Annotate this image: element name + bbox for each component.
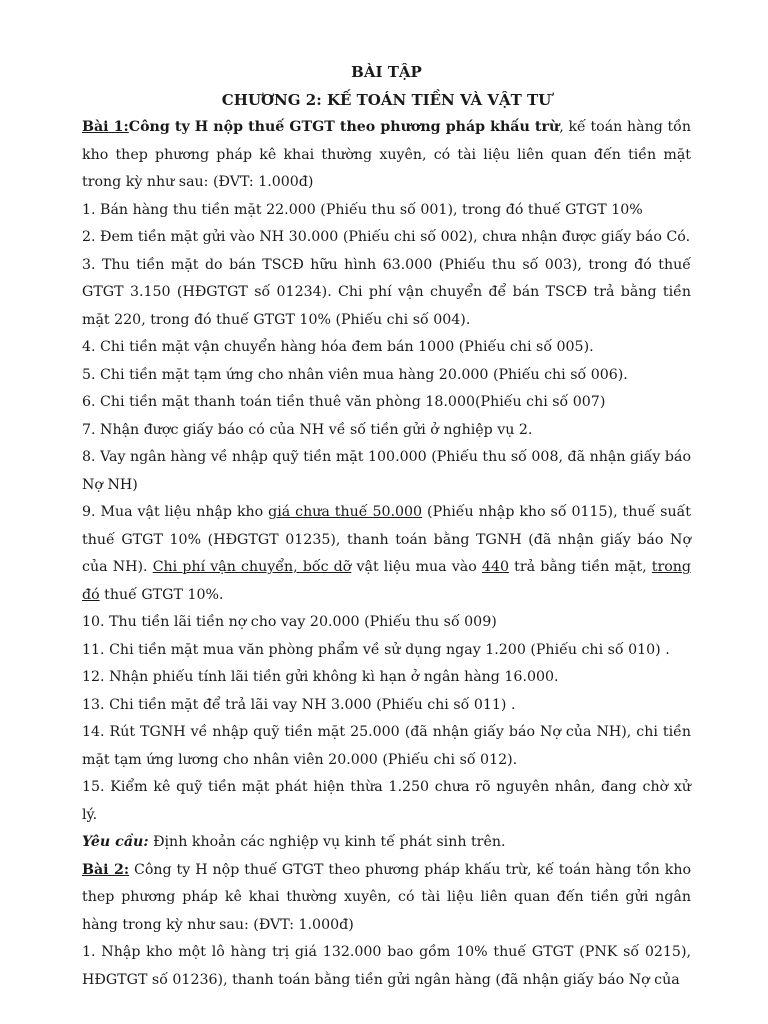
- exercise-1-item-6: 6. Chi tiền mặt thanh toán tiền thuê văn phòng 18.000(Phiếu chi số 007): [82, 394, 606, 410]
- item-9-text-1: 9. Mua vật liệu nhập kho: [82, 504, 269, 520]
- requirement-label: Yêu cầu:: [82, 834, 149, 850]
- exercise-1-item-4: 4. Chi tiền mặt vận chuyển hàng hóa đem bán 1000 (Phiếu chi số 005).: [82, 339, 594, 355]
- item-9-underline-2: Chi phí vận chuyển, bốc dỡ: [152, 559, 352, 575]
- exercise-1-item-13: 13. Chi tiền mặt để trả lãi vay NH 3.000 (Phiếu chi số 011) .: [82, 696, 516, 713]
- item-9-underline-3: 440: [481, 559, 510, 575]
- requirement-text: Định khoản các nghiệp vụ kinh tế phát sinh trên.: [148, 834, 506, 850]
- page-title: BÀI TẬP: [351, 63, 422, 81]
- exercise-1-item-15: 15. Kiểm kê quỹ tiền mặt phát hiện thừa 1.250 chưa rõ nguyên nhân, đang chờ xử lý.: [82, 779, 691, 823]
- item-9-text-2: (Phiếu nhập kho số 0115), thuế suất thuế GTGT 10% (HĐGTGT 01235), thanh toán bằng TGNH (đã nhận giấy báo Nợ của NH).: [82, 504, 691, 575]
- exercise-1-item-9: [82, 499, 691, 609]
- item-9-underline-1: giá chưa thuế 50.000: [268, 504, 423, 520]
- exercise-1-item-1: 1. Bán hàng thu tiền mặt 22.000 (Phiếu thu số 001), trong đó thuế GTGT 10%: [82, 201, 643, 218]
- item-9-text-4: trả bằng tiền mặt,: [509, 559, 652, 575]
- exercise-2-intro: [82, 857, 691, 940]
- exercise-1-item-3: 3. Thu tiền mặt do bán TSCĐ hữu hình 63.000 (Phiếu thu số 003), trong đó thuế GTGT 3.150 (HĐGTGT số 01234). Chi phí vận chuyển để bán TSCĐ trả bằng tiền mặt 220, trong đó thuế GTGT 10% (Phiếu chi số 004).: [82, 256, 691, 328]
- exercise-1-item-5: 5. Chi tiền mặt tạm ứng cho nhân viên mua hàng 20.000 (Phiếu chi số 006).: [82, 366, 628, 383]
- exercise-1-requirement: [82, 829, 691, 857]
- exercise-1-item-8: 8. Vay ngân hàng về nhập quỹ tiền mặt 100.000 (Phiếu thu số 008, đã nhận giấy báo Nợ NH): [82, 449, 691, 493]
- item-9-text-5: thuế GTGT 10%.: [99, 586, 224, 603]
- exercise-1-intro-bold: Công ty H nộp thuế GTGT theo phương pháp khấu trừ: [128, 119, 560, 135]
- exercise-1-item-7: 7. Nhận được giấy báo có của NH về số tiền gửi ở nghiệp vụ 2.: [82, 421, 533, 438]
- exercise-1-intro: [82, 114, 691, 197]
- chapter-title: CHƯƠNG 2: KẾ TOÁN TIỀN VÀ VẬT TƯ: [221, 91, 552, 109]
- exercise-1-item-10: 10. Thu tiền lãi tiền nợ cho vay 20.000 (Phiếu thu số 009): [82, 614, 497, 630]
- exercise-1-item-11: 11. Chi tiền mặt mua văn phòng phẩm về sử dụng ngay 1.200 (Phiếu chi số 010) .: [82, 641, 670, 658]
- item-9-underline-4: trong đó: [82, 559, 691, 603]
- item-9-text-3: vật liệu mua vào: [351, 559, 482, 575]
- exercise-1-item-14: 14. Rút TGNH về nhập quỹ tiền mặt 25.000 (đã nhận giấy báo Nợ của NH), chi tiền mặt tạm ứng lương cho nhân viên 20.000 (Phiếu chi số 012).: [82, 724, 691, 768]
- exercise-1-intro-text: , kế toán hàng tồn kho thep phương pháp kê khai thường xuyên, có tài liệu liên quan đến tiền mặt trong kỳ như sau: (ĐVT: 1.000đ): [82, 119, 691, 190]
- exercise-2-item-1: 1. Nhập kho một lô hàng trị giá 132.000 bao gồm 10% thuế GTGT (PNK số 0215), HĐGTGT số 01236), thanh toán bằng tiền gửi ngân hàng (đã nhận giấy báo Nợ của: [82, 944, 691, 988]
- exercise-1-item-2: 2. Đem tiền mặt gửi vào NH 30.000 (Phiếu chi số 002), chưa nhận được giấy báo Có.: [82, 229, 691, 245]
- document-page: [82, 58, 691, 994]
- exercise-1-label: Bài 1:: [82, 119, 129, 135]
- exercise-2-intro-text: Công ty H nộp thuế GTGT theo phương pháp khấu trừ, kế toán hàng tồn kho thep phương pháp kê khai thường xuyên, có tài liệu liên quan đến tiền gửi ngân hàng trong kỳ như sau: (ĐVT: 1.000đ): [82, 861, 692, 933]
- exercise-1-item-12: 12. Nhận phiếu tính lãi tiền gửi không kì hạn ở ngân hàng 16.000.: [82, 669, 559, 685]
- exercise-2-label: Bài 2:: [82, 861, 130, 878]
